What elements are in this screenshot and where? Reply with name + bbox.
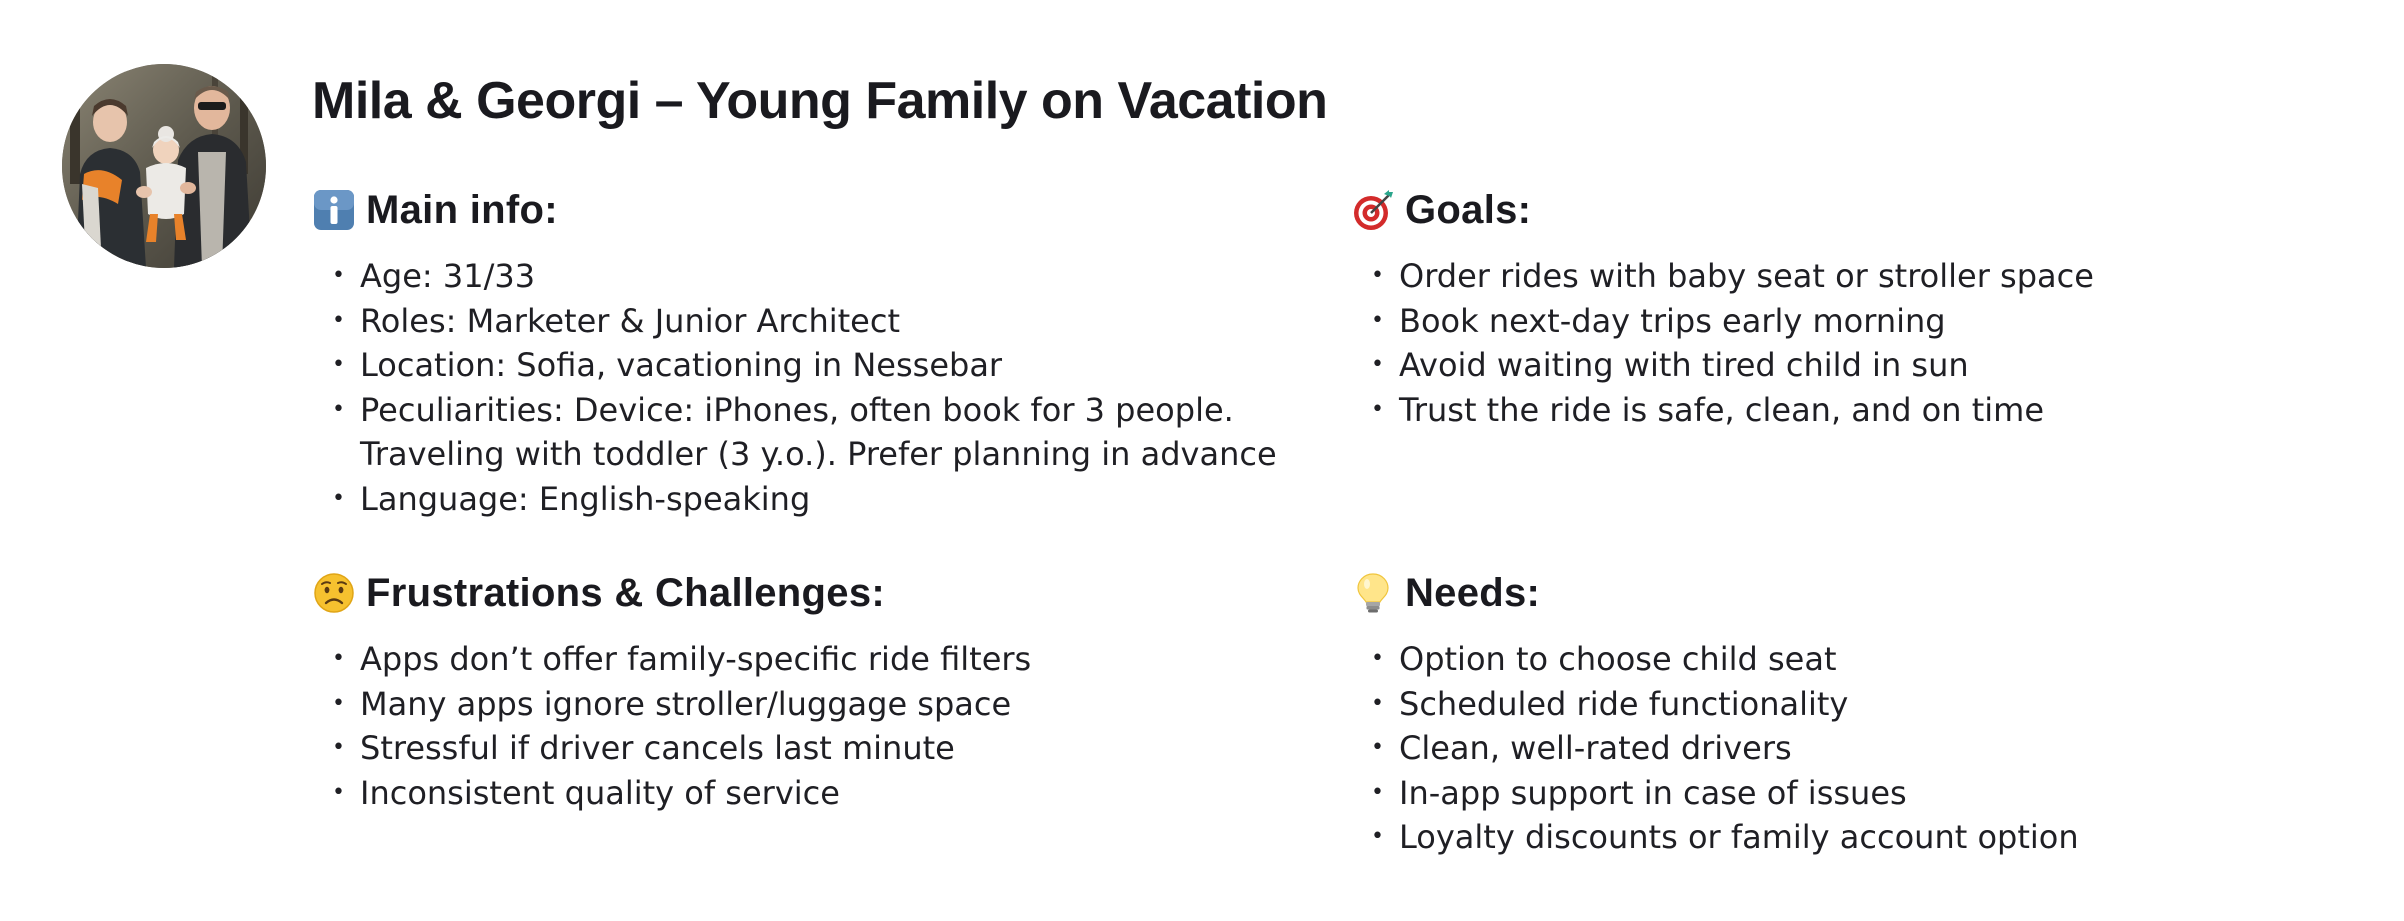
goals-section	[1351, 180, 2094, 432]
avatar	[62, 64, 266, 268]
worried-face-icon	[312, 571, 356, 615]
needs-section	[1351, 563, 2079, 860]
list-item: • Trust the ride is safe, clean, and on time	[1371, 390, 2044, 429]
list-item: • Roles: Marketer & Junior Architect	[332, 301, 900, 340]
frustrations-header	[312, 563, 1031, 623]
page-title: Mila & Georgi – Young Family on Vacation	[312, 72, 1328, 130]
list-item: • Age: 31/33	[332, 257, 536, 295]
light-bulb-icon	[1351, 571, 1395, 615]
list-item: • Loyalty discounts or family account option	[1371, 818, 2079, 856]
frustrations-section	[312, 563, 1031, 815]
list-item: • Avoid waiting with tired child in sun	[1371, 346, 1969, 384]
main-info-list	[312, 254, 1277, 521]
list-item: • Book next-day trips early morning	[1371, 301, 1946, 340]
frustrations-title: Frustrations & Challenges:	[366, 570, 885, 615]
list-item: • Location: Sofia, vacationing in Nessebar	[332, 346, 1003, 384]
target-icon	[1351, 188, 1395, 232]
family-photo	[62, 64, 266, 268]
goals-header	[1351, 180, 2094, 240]
main-info-header	[312, 180, 1277, 240]
list-item: • Many apps ignore stroller/luggage space	[332, 684, 1012, 723]
list-item: • Peculiarities: Device: iPhones, often book for 3 people. Traveling with toddler (3 y.o.). Prefer planning in advance	[332, 390, 1277, 473]
list-item: • Clean, well-rated drivers	[1371, 729, 1792, 767]
needs-list	[1351, 637, 2079, 860]
goals-title: Goals:	[1405, 187, 1532, 232]
list-item: • Stressful if driver cancels last minute	[332, 729, 955, 767]
list-item: • Order rides with baby seat or stroller space	[1371, 257, 2094, 295]
main-info-title: Main info:	[366, 187, 558, 232]
list-item: • Scheduled ride functionality	[1371, 684, 1849, 723]
info-icon	[312, 188, 356, 232]
list-item: • In-app support in case of issues	[1371, 773, 1907, 812]
frustrations-list	[312, 637, 1031, 815]
list-item: • Language: English-speaking	[332, 479, 811, 518]
goals-list	[1351, 254, 2094, 432]
main-info-section	[312, 180, 1277, 521]
needs-title: Needs:	[1405, 570, 1541, 615]
list-item: • Apps don’t offer family-specific ride filters	[332, 640, 1032, 678]
needs-header	[1351, 563, 2079, 623]
list-item: • Inconsistent quality of service	[332, 773, 840, 812]
list-item: • Option to choose child seat	[1371, 640, 1837, 678]
